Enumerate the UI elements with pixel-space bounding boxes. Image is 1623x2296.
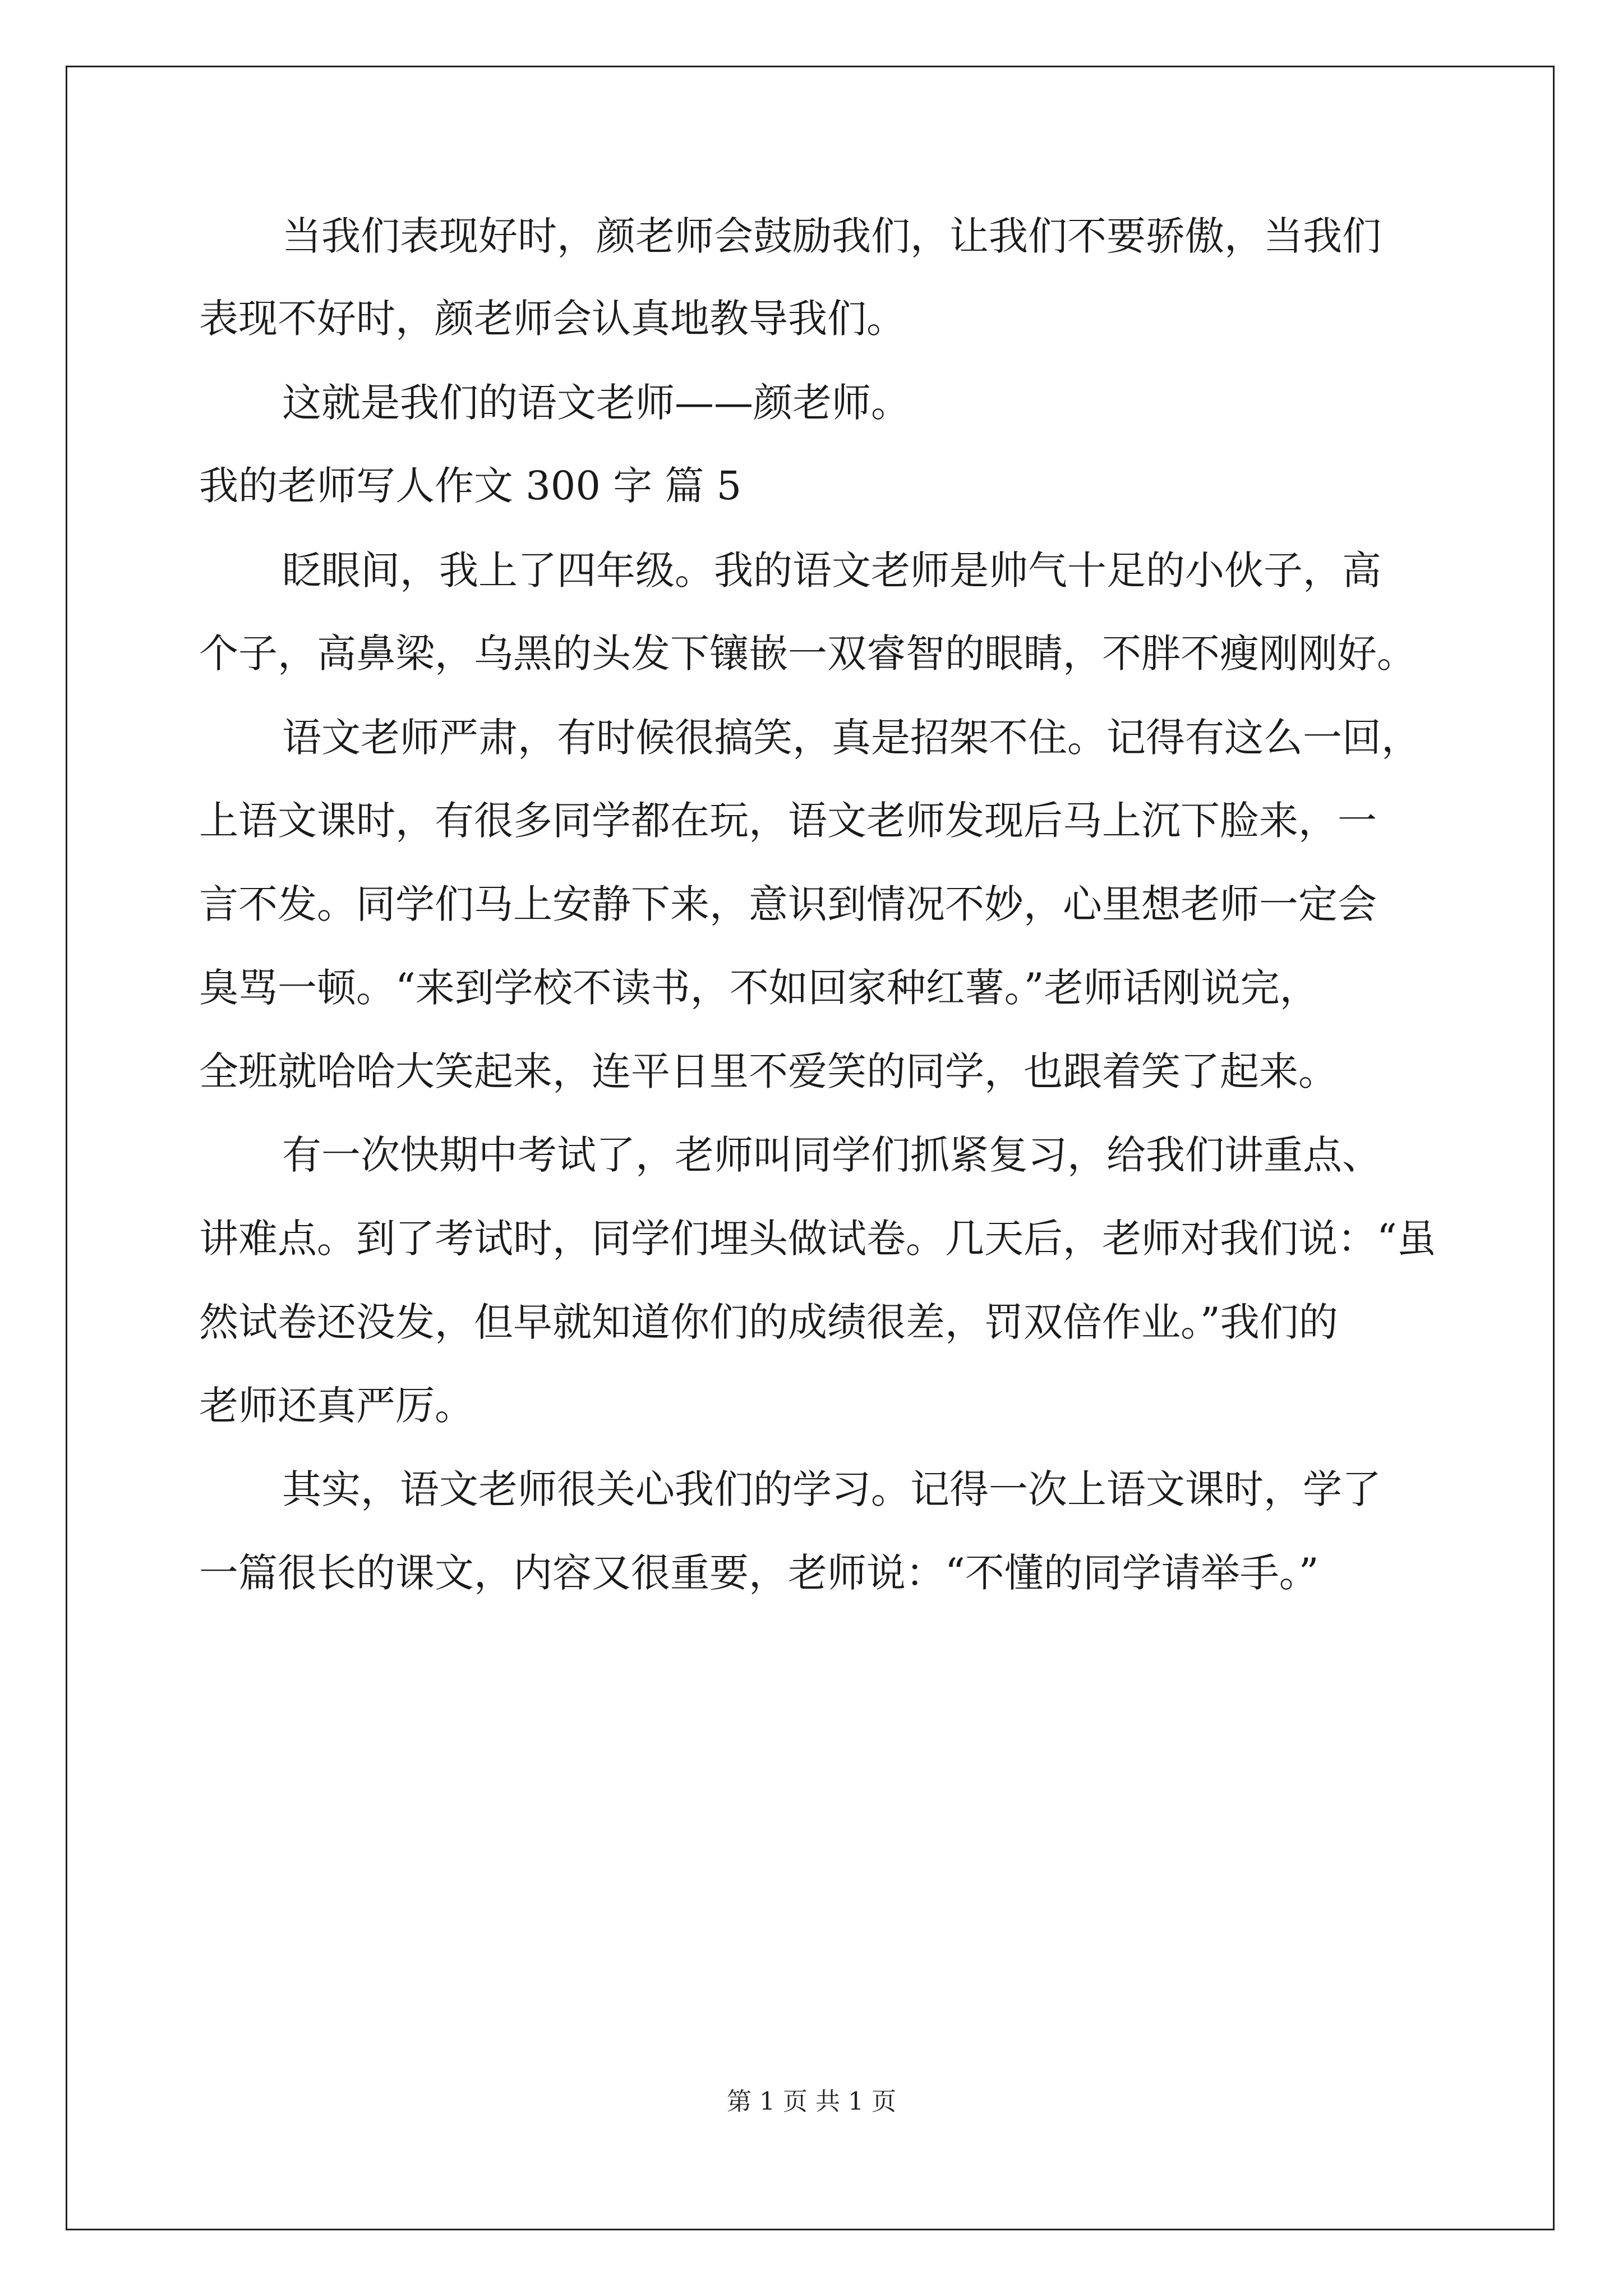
paragraph-line: 上语文课时，有很多同学都在玩，语文老师发现后马上沉下脸来，一 xyxy=(199,798,1377,844)
paragraph-line: 老师还真严厉。 xyxy=(199,1383,474,1429)
paragraph-line: 其实，语文老师很关心我们的学习。记得一次上语文课时，学了 xyxy=(282,1466,1381,1512)
paragraph-line: 臭骂一顿。“来到学校不读书，不如回家种红薯。”老师话刚说完， xyxy=(199,965,1319,1011)
paragraph-line: 全班就哈哈大笑起来，连平日里不爱笑的同学，也跟着笑了起来。 xyxy=(199,1048,1338,1094)
paragraph-line: 一篇很长的课文，内容又很重要，老师说：“不懂的同学请举手。” xyxy=(199,1550,1319,1596)
paragraph-line: 言不发。同学们马上安静下来，意识到情况不妙，心里想老师一定会 xyxy=(199,881,1377,927)
paragraph-line: 表现不好时，颜老师会认真地教导我们。 xyxy=(199,296,906,342)
paragraph-line: 然试卷还没发，但早就知道你们的成绩很差，罚双倍作业。”我们的 xyxy=(199,1299,1338,1345)
paragraph-line: 当我们表现好时，颜老师会鼓励我们，让我们不要骄傲，当我们 xyxy=(282,213,1381,259)
paragraph-line: 眨眼间，我上了四年级。我的语文老师是帅气十足的小伙子，高 xyxy=(282,547,1381,593)
paragraph-line: 语文老师严肃，有时候很搞笑，真是招架不住。记得有这么一回， xyxy=(282,715,1421,761)
page-number-footer: 第 1 页 共 1 页 xyxy=(727,2087,896,2116)
section-heading: 我的老师写人作文 300 字 篇 5 xyxy=(199,463,742,509)
paragraph-line: 这就是我们的语文老师——颜老师。 xyxy=(282,380,910,426)
paragraph-line: 个子，高鼻梁，乌黑的头发下镶嵌一双睿智的眼睛，不胖不瘦刚刚好。 xyxy=(199,631,1416,677)
paragraph-line: 有一次快期中考试了，老师叫同学们抓紧复习，给我们讲重点、 xyxy=(282,1132,1381,1178)
paragraph-line: 讲难点。到了考试时，同学们埋头做试卷。几天后，老师对我们说：“虽 xyxy=(199,1216,1436,1262)
